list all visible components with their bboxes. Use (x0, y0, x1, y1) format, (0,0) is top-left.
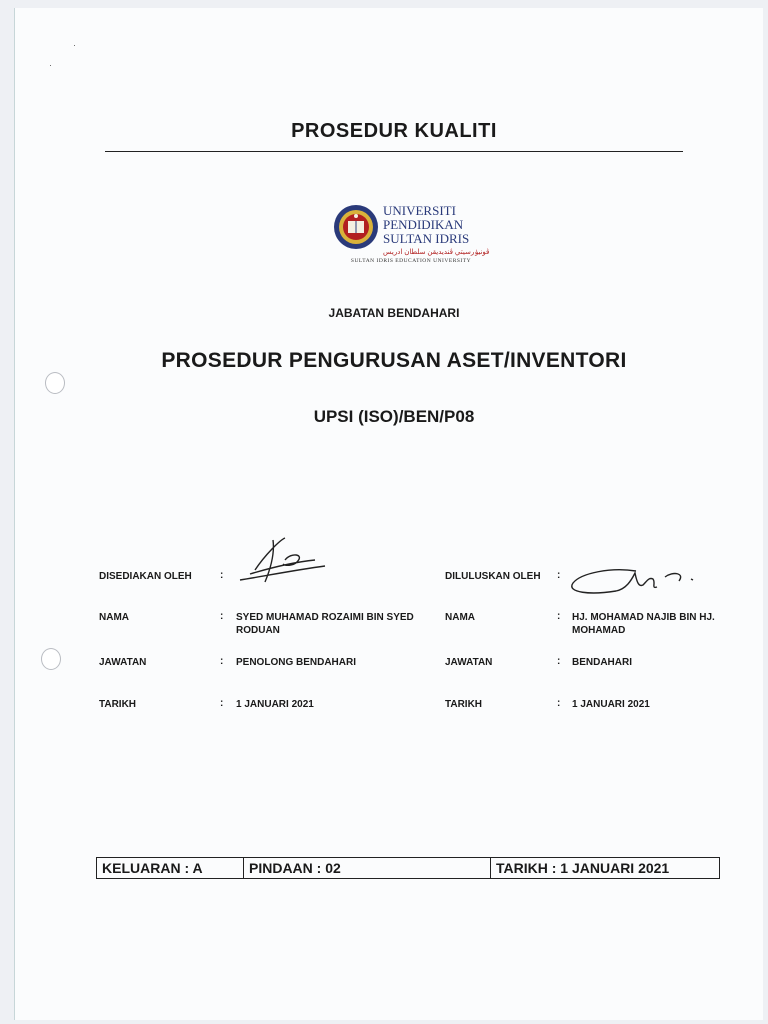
university-logo (331, 198, 491, 268)
university-name (383, 204, 469, 246)
university-name-line: SULTAN IDRIS (383, 231, 470, 246)
procedure-title: PROSEDUR PENGURUSAN ASET/INVENTORI (161, 349, 627, 372)
punch-hole-bottom (41, 648, 61, 670)
preparer-signature (225, 530, 335, 590)
separator: : (557, 611, 561, 622)
document-code: UPSI (ISO)/BEN/P08 (313, 407, 475, 426)
approver-name: HJ. MOHAMAD NAJIB BIN HJ. MOHAMAD (572, 612, 715, 636)
preparer-date: 1 JANUARI 2021 (236, 699, 314, 710)
jawatan-label: JAWATAN (445, 657, 493, 668)
preparer-position: PENOLONG BENDAHARI (236, 657, 357, 668)
scan-speck: · (73, 40, 76, 50)
tarikh-label: TARIKH (445, 699, 483, 710)
separator: : (557, 570, 561, 581)
punch-hole-top (45, 372, 65, 394)
separator: : (220, 611, 224, 622)
university-crest-icon (333, 204, 379, 250)
jawatan-label: JAWATAN (99, 657, 147, 668)
tarikh-label: TARIKH (99, 699, 137, 710)
separator: : (220, 698, 224, 709)
separator: : (557, 656, 561, 667)
revision-footer (96, 857, 720, 879)
scan-speck: · (49, 60, 52, 70)
university-name-line: PENDIDIKAN (383, 217, 464, 232)
page-title: PROSEDUR KUALITI (291, 120, 497, 142)
preparer-name: SYED MUHAMAD ROZAIMI BIN SYED RODUAN (236, 612, 414, 636)
university-name-line: UNIVERSITI (383, 203, 456, 218)
prepared-by-label: DISEDIAKAN OLEH (99, 571, 192, 582)
title-underline (105, 151, 683, 152)
approver-date: 1 JANUARI 2021 (572, 699, 650, 710)
approver-position: BENDAHARI (572, 657, 632, 668)
approver-signature (561, 553, 701, 603)
footer-date-cell: TARIKH : 1 JANUARI 2021 (496, 860, 670, 876)
separator: : (557, 698, 561, 709)
separator: : (220, 570, 224, 581)
approved-by-label: DILULUSKAN OLEH (445, 571, 541, 582)
keluaran-cell: KELUARAN : A (97, 858, 244, 878)
pindaan-cell: PINDAAN : 02 (244, 858, 491, 878)
nama-label: NAMA (445, 612, 475, 623)
document-page (14, 8, 763, 1020)
university-tagline: SULTAN IDRIS EDUCATION UNIVERSITY (350, 258, 472, 264)
jawi-script-mark: ڤونيۏرسيتي ڤنديديقن سلطان ادريس (383, 249, 490, 256)
nama-label: NAMA (99, 612, 129, 623)
department-name: JABATAN BENDAHARI (328, 306, 460, 320)
separator: : (220, 656, 224, 667)
